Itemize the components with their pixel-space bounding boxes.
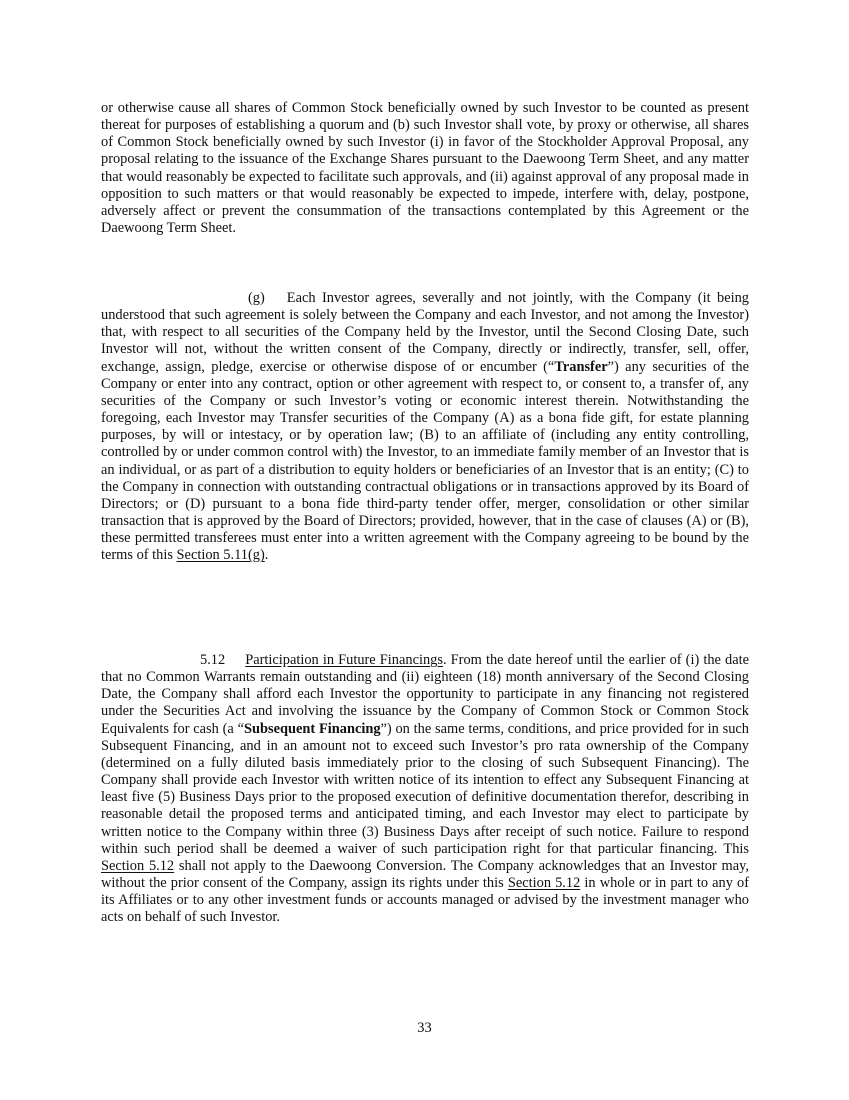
section-reference: Section 5.11(g)	[176, 547, 265, 564]
paragraph-text: or otherwise cause all shares of Common Stock beneficially owned by such Investor to be counted as present thereat for purposes of establishing a quorum and (b) such Investor shall vote, by proxy or otherwise, all shares of Common Stock beneficially owned by such Investor (i) in favor of the Stockholder Approval Proposal, any proposal relating to the issuance of the Exchange Shares pursuant to the Daewoong Term Sheet, and any matter that would reasonably be expected to facilitate such approvals, and (ii) against approval of any proposal made in opposition to such matters or that would reasonably be expected to impede, interfere with, delay, postpone, adversely affect or prevent the consummation of the transactions contemplated by this Agreement or the Daewoong Term Sheet.	[101, 100, 749, 237]
section-5-12	[101, 652, 749, 927]
clause-label: (g)	[248, 290, 265, 306]
defined-term-transfer: Transfer	[554, 358, 608, 375]
section-reference: Section 5.12	[101, 857, 175, 874]
paragraph-voting-agreement	[101, 100, 749, 237]
paragraph-text: ”) any securities of the Company or enter into any contract, option or other agreement with respect to, or consent to, a transfer of, any securities of the Company or such Investor’s voting or economic interest therein. Notwithstanding the foregoing, each Investor may Transfer securities of the Company (A) as a bona fide gift, for estate planning purposes, by will or intestacy, or by operation law; (B) to an affiliate of (including any entity controlling, controlled by or under common control with) the Investor, to an immediate family member of an Investor that is an individual, or as part of a distribution to equity holders or beneficiaries of an Investor that is an entity; (C) to the Company in connection with outstanding contractual obligations or in transactions approved by its Board of Directors; or (D) pursuant to a bona fide third-party tender offer, merger, consolidation or other similar transaction that is approved by the Board of Directors; provided, however, that in the case of clauses (A) or (B), these permitted transferees must enter into a written agreement with the Company agreeing to be bound by the terms of this	[101, 358, 749, 564]
paragraph-text: in whole or in part to any of its Affiliates or to any other investment funds or accounts managed or advised by the investment manager who acts on behalf of such Investor.	[101, 875, 750, 926]
paragraph-text: ”) on the same terms, conditions, and price provided for in such Subsequent Financing, and in an amount not to exceed such Investor’s pro rata ownership of the Company (determined on a fully diluted basis immediately prior to the closing of such Subsequent Financing). The Company shall provide each Investor with written notice of its intention to effect any Subsequent Financing at least five (5) Business Days prior to the proposed execution of definitive documentation therefor, describing in reasonable detail the proposed terms and anticipated timing, and each Investor may elect to participate by written notice to the Company within three (3) Business Days after receipt of such notice. Failure to respond within such period shall be deemed a waiver of such participation right for that particular financing. This	[101, 720, 749, 857]
paragraph-text: shall not apply to the Daewoong Conversion. The Company acknowledges that an Investor may, without the prior consent of the Company, assign its rights under this	[101, 857, 749, 892]
page-number: 33	[417, 1020, 432, 1036]
section-heading: Participation in Future Financings	[245, 652, 443, 668]
defined-term-subsequent-financing: Subsequent Financing	[243, 720, 381, 737]
paragraph-5-11-g	[101, 290, 749, 565]
section-number: 5.12	[200, 652, 226, 668]
paragraph-text: . From the date hereof until the earlier of (i) the date that no Common Warrants remain outstanding and (ii) eighteen (18) month anniversary of the Second Closing Date, the Company shall afford each Investor the opportunity to participate in any financing not registered under the Securities Act and involving the issuance by the Company of Common Stock or Common Stock Equivalents for cash (a “	[101, 652, 749, 737]
section-reference: Section 5.12	[507, 875, 581, 892]
paragraph-text: .	[264, 547, 269, 564]
paragraph-text: Each Investor agrees, severally and not jointly, with the Company (it being understood that such agreement is solely between the Company and each Investor, and not among the Investor) that, with respect to all securities of the Company held by the Investor, until the Second Closing Date, such Investor will not, without the written consent of the Company, directly or indirectly, transfer, sell, offer, exchange, assign, pledge, exercise or otherwise dispose of or encumber (“	[101, 290, 749, 375]
